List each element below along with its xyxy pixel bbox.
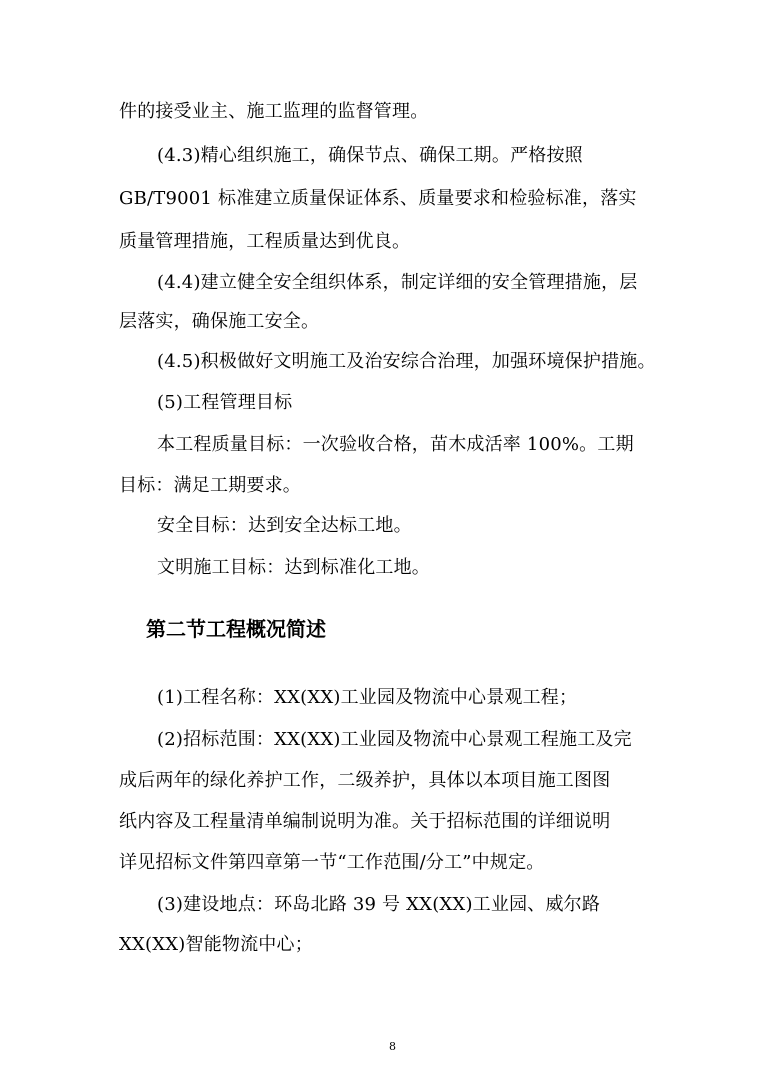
paragraph-line: (3)建设地点：环岛北路 39 号 XX(XX)工业园、威尔路 [157, 894, 601, 915]
paragraph-line: 文明施工目标：达到标准化工地。 [157, 557, 430, 578]
paragraph-line: 成后两年的绿化养护工作，二级养护，具体以本项目施工图图 [119, 770, 611, 791]
paragraph-line: (5)工程管理目标 [157, 392, 293, 413]
paragraph-line: GB/T9001 标准建立质量保证体系、质量要求和检验标准，落实 [119, 188, 637, 209]
paragraph-line: 详见招标文件第四章第一节“工作范围/分工”中规定。 [119, 852, 545, 873]
page-number: 8 [389, 1040, 396, 1053]
paragraph-line: (4.5)积极做好文明施工及治安综合治理，加强环境保护措施。 [157, 351, 656, 372]
paragraph-line: (2)招标范围：XX(XX)工业园及物流中心景观工程施工及完 [157, 729, 632, 750]
paragraph-line: XX(XX)智能物流中心； [119, 934, 313, 955]
section-heading: 第二节工程概况简述 [146, 617, 326, 641]
paragraph-line: (1)工程名称：XX(XX)工业园及物流中心景观工程； [157, 687, 578, 708]
paragraph-line: (4.3)精心组织施工，确保节点、确保工期。严格按照 [157, 145, 583, 166]
paragraph-line: (4.4)建立健全安全组织体系，制定详细的安全管理措施，层 [157, 272, 638, 293]
paragraph-line: 件的接受业主、施工监理的监督管理。 [119, 101, 429, 122]
paragraph-line: 层落实，确保施工安全。 [119, 311, 320, 332]
paragraph-line: 本工程质量目标：一次验收合格，苗木成活率 100%。工期 [157, 434, 634, 455]
paragraph-line: 质量管理措施，工程质量达到优良。 [119, 231, 411, 252]
paragraph-line: 纸内容及工程量清单编制说明为准。关于招标范围的详细说明 [119, 811, 611, 832]
paragraph-line: 目标：满足工期要求。 [119, 475, 301, 496]
paragraph-line: 安全目标：达到安全达标工地。 [157, 515, 412, 536]
